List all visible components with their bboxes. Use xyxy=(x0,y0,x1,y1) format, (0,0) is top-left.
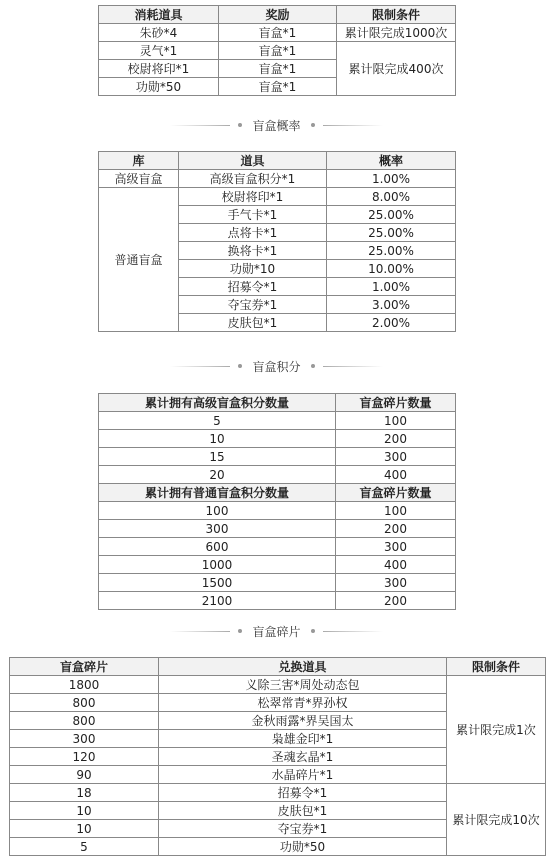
item-cell: 换将卡*1 xyxy=(179,242,327,260)
fragments-cell: 100 xyxy=(336,412,456,430)
divider-line xyxy=(323,366,383,367)
rate-cell: 2.00% xyxy=(327,314,456,332)
item-cell: 皮肤包*1 xyxy=(179,314,327,332)
header-rate: 概率 xyxy=(327,152,456,170)
divider-line xyxy=(170,125,230,126)
section-title-fragments xyxy=(0,621,553,641)
rate-cell: 1.00% xyxy=(327,170,456,188)
exchange-item-cell: 金秋雨露*界吴国太 xyxy=(159,712,447,730)
rate-cell: 25.00% xyxy=(327,224,456,242)
table-row xyxy=(99,412,456,430)
table-row xyxy=(99,592,456,610)
points-cell: 100 xyxy=(99,502,336,520)
probability-table xyxy=(98,151,456,332)
table-header-row xyxy=(99,152,456,170)
exchange-item-cell: 枭雄金印*1 xyxy=(159,730,447,748)
item-cell: 点将卡*1 xyxy=(179,224,327,242)
consume-cell: 灵气*1 xyxy=(99,42,219,60)
limit-cell: 累计限完成400次 xyxy=(337,42,456,96)
fragments-cell: 300 xyxy=(336,538,456,556)
limit-cell: 累计限完成1000次 xyxy=(337,24,456,42)
points-table xyxy=(98,393,456,610)
table-row xyxy=(99,502,456,520)
item-cell: 功勋*10 xyxy=(179,260,327,278)
pool-cell: 高级盲盒 xyxy=(99,170,179,188)
bullet-dot-icon xyxy=(238,629,242,633)
table-row xyxy=(10,676,546,694)
section-title-text: 盲盒概率 xyxy=(252,118,301,133)
limit-cell: 累计限完成1次 xyxy=(447,676,546,784)
table-row xyxy=(99,574,456,592)
points-cell: 1500 xyxy=(99,574,336,592)
bullet-dot-icon xyxy=(238,364,242,368)
header-consume: 消耗道具 xyxy=(99,6,219,24)
table-row xyxy=(99,538,456,556)
cost-cell: 120 xyxy=(10,748,159,766)
fragments-cell: 300 xyxy=(336,574,456,592)
rate-cell: 25.00% xyxy=(327,206,456,224)
cost-cell: 800 xyxy=(10,694,159,712)
consume-cell: 功勋*50 xyxy=(99,78,219,96)
header-item: 道具 xyxy=(179,152,327,170)
points-cell: 2100 xyxy=(99,592,336,610)
points-cell: 20 xyxy=(99,466,336,484)
exchange-item-cell: 夺宝券*1 xyxy=(159,820,447,838)
rate-cell: 10.00% xyxy=(327,260,456,278)
table-row xyxy=(99,520,456,538)
divider-line xyxy=(323,631,383,632)
table-row xyxy=(99,24,456,42)
exchange-item-cell: 松翠常青*界孙权 xyxy=(159,694,447,712)
points-cell: 10 xyxy=(99,430,336,448)
pool-cell: 普通盲盒 xyxy=(99,188,179,332)
header-exchange-item: 兑换道具 xyxy=(159,658,447,676)
consume-cell: 校尉将印*1 xyxy=(99,60,219,78)
table-row xyxy=(99,188,456,206)
table-row xyxy=(99,448,456,466)
section-title-probability xyxy=(0,115,553,135)
reward-cell: 盲盒*1 xyxy=(219,24,337,42)
rate-cell: 3.00% xyxy=(327,296,456,314)
table-row xyxy=(10,784,546,802)
fragments-cell: 200 xyxy=(336,430,456,448)
rate-cell: 1.00% xyxy=(327,278,456,296)
table-row xyxy=(99,466,456,484)
cost-cell: 10 xyxy=(10,802,159,820)
header-reward: 奖励 xyxy=(219,6,337,24)
item-cell: 校尉将印*1 xyxy=(179,188,327,206)
table-header-row xyxy=(99,394,456,412)
points-cell: 5 xyxy=(99,412,336,430)
table-header-row xyxy=(99,484,456,502)
section-title-points xyxy=(0,356,553,376)
cost-cell: 5 xyxy=(10,838,159,856)
bullet-dot-icon xyxy=(238,123,242,127)
cost-cell: 800 xyxy=(10,712,159,730)
reward-cell: 盲盒*1 xyxy=(219,60,337,78)
rate-cell: 8.00% xyxy=(327,188,456,206)
points-cell: 300 xyxy=(99,520,336,538)
cost-cell: 1800 xyxy=(10,676,159,694)
table-row xyxy=(99,430,456,448)
cost-cell: 18 xyxy=(10,784,159,802)
exchange-item-cell: 义除三害*周处动态包 xyxy=(159,676,447,694)
reward-cell: 盲盒*1 xyxy=(219,42,337,60)
section-title-text: 盲盒积分 xyxy=(252,359,301,374)
table-row xyxy=(99,42,456,60)
points-cell: 15 xyxy=(99,448,336,466)
header-advanced-points: 累计拥有高级盲盒积分数量 xyxy=(99,394,336,412)
cost-cell: 300 xyxy=(10,730,159,748)
header-limit: 限制条件 xyxy=(447,658,546,676)
table-header-row xyxy=(99,6,456,24)
header-fragments: 盲盒碎片 xyxy=(10,658,159,676)
exchange-item-cell: 功勋*50 xyxy=(159,838,447,856)
divider-line xyxy=(170,631,230,632)
fragments-cell: 100 xyxy=(336,502,456,520)
fragment-exchange-table xyxy=(9,657,546,856)
bullet-dot-icon xyxy=(311,629,315,633)
fragments-cell: 200 xyxy=(336,592,456,610)
exchange-table xyxy=(98,5,456,96)
table-row xyxy=(99,556,456,574)
header-pool: 库 xyxy=(99,152,179,170)
table-header-row xyxy=(10,658,546,676)
cost-cell: 90 xyxy=(10,766,159,784)
table-row xyxy=(99,170,456,188)
item-cell: 夺宝券*1 xyxy=(179,296,327,314)
reward-cell: 盲盒*1 xyxy=(219,78,337,96)
item-cell: 招募令*1 xyxy=(179,278,327,296)
exchange-item-cell: 水晶碎片*1 xyxy=(159,766,447,784)
limit-cell: 累计限完成10次 xyxy=(447,784,546,856)
bullet-dot-icon xyxy=(311,123,315,127)
points-cell: 600 xyxy=(99,538,336,556)
fragments-cell: 200 xyxy=(336,520,456,538)
header-limit: 限制条件 xyxy=(337,6,456,24)
bullet-dot-icon xyxy=(311,364,315,368)
rate-cell: 25.00% xyxy=(327,242,456,260)
divider-line xyxy=(170,366,230,367)
header-fragments: 盲盒碎片数量 xyxy=(336,394,456,412)
exchange-item-cell: 招募令*1 xyxy=(159,784,447,802)
exchange-item-cell: 皮肤包*1 xyxy=(159,802,447,820)
exchange-item-cell: 圣魂玄晶*1 xyxy=(159,748,447,766)
fragments-cell: 400 xyxy=(336,556,456,574)
item-cell: 手气卡*1 xyxy=(179,206,327,224)
divider-line xyxy=(323,125,383,126)
points-cell: 1000 xyxy=(99,556,336,574)
consume-cell: 朱砂*4 xyxy=(99,24,219,42)
section-title-text: 盲盒碎片 xyxy=(252,624,301,639)
item-cell: 高级盲盒积分*1 xyxy=(179,170,327,188)
fragments-cell: 300 xyxy=(336,448,456,466)
header-normal-points: 累计拥有普通盲盒积分数量 xyxy=(99,484,336,502)
fragments-cell: 400 xyxy=(336,466,456,484)
header-fragments: 盲盒碎片数量 xyxy=(336,484,456,502)
cost-cell: 10 xyxy=(10,820,159,838)
